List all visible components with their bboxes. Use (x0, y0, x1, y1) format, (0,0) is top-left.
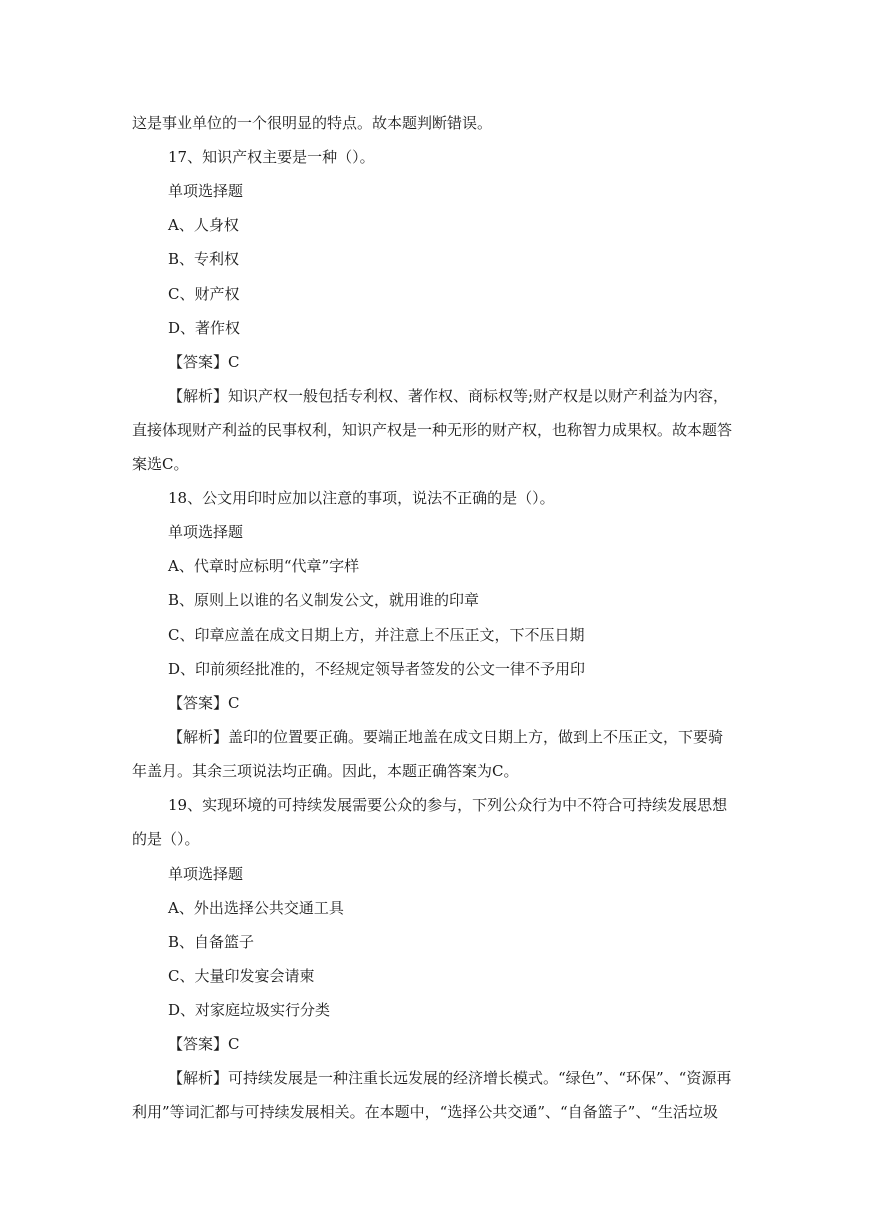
option-d: D、印前须经批准的，不经规定领导者签发的公文一律不予用印 (168, 660, 586, 678)
option-d: D、著作权 (168, 319, 241, 337)
option-c: C、财产权 (168, 285, 240, 303)
question-19-cont: 的是（）。 (132, 830, 200, 848)
option-a: A、外出选择公共交通工具 (168, 899, 344, 917)
question-type: 单项选择题 (168, 182, 244, 200)
analysis-line: 直接体现财产利益的民事权利，知识产权是一种无形的财产权，也称智力成果权。故本题答 (132, 421, 733, 439)
option-d: D、对家庭垃圾实行分类 (168, 1001, 331, 1019)
question-18: 18、公文用印时应加以注意的事项，说法不正确的是（）。 (168, 489, 555, 507)
analysis-line: 年盖月。其余三项说法均正确。因此，本题正确答案为C。 (132, 762, 519, 780)
analysis-line: 案选C。 (132, 455, 189, 473)
answer: 【答案】C (168, 694, 240, 712)
answer: 【答案】C (168, 1035, 240, 1053)
question-type: 单项选择题 (168, 523, 244, 541)
option-c: C、印章应盖在成文日期上方，并注意上不压正文，下不压日期 (168, 626, 585, 644)
option-c: C、大量印发宴会请柬 (168, 967, 315, 985)
question-type: 单项选择题 (168, 865, 244, 883)
text-line: 这是事业单位的一个很明显的特点。故本题判断错误。 (132, 114, 493, 132)
analysis-line: 利用”等词汇都与可持续发展相关。在本题中，“选择公共交通”、“自备篮子”、“生活垃圾 (132, 1103, 719, 1121)
option-b: B、专利权 (168, 250, 240, 268)
answer: 【答案】C (168, 353, 240, 371)
question-19: 19、实现环境的可持续发展需要公众的参与，下列公众行为中不符合可持续发展思想 (168, 796, 728, 814)
option-a: A、人身权 (168, 216, 239, 234)
option-a: A、代章时应标明“代章”字样 (168, 557, 360, 575)
option-b: B、原则上以谁的名义制发公文，就用谁的印章 (168, 591, 480, 609)
analysis-line: 【解析】盖印的位置要正确。要端正地盖在成文日期上方，做到上不压正文，下要骑 (168, 728, 724, 746)
analysis-line: 【解析】可持续发展是一种注重长远发展的经济增长模式。“绿色”、“环保”、“资源再 (168, 1069, 732, 1087)
analysis-line: 【解析】知识产权一般包括专利权、著作权、商标权等;财产权是以财产利益为内容， (168, 387, 729, 405)
option-b: B、自备篮子 (168, 933, 255, 951)
question-17: 17、知识产权主要是一种（）。 (168, 148, 375, 166)
